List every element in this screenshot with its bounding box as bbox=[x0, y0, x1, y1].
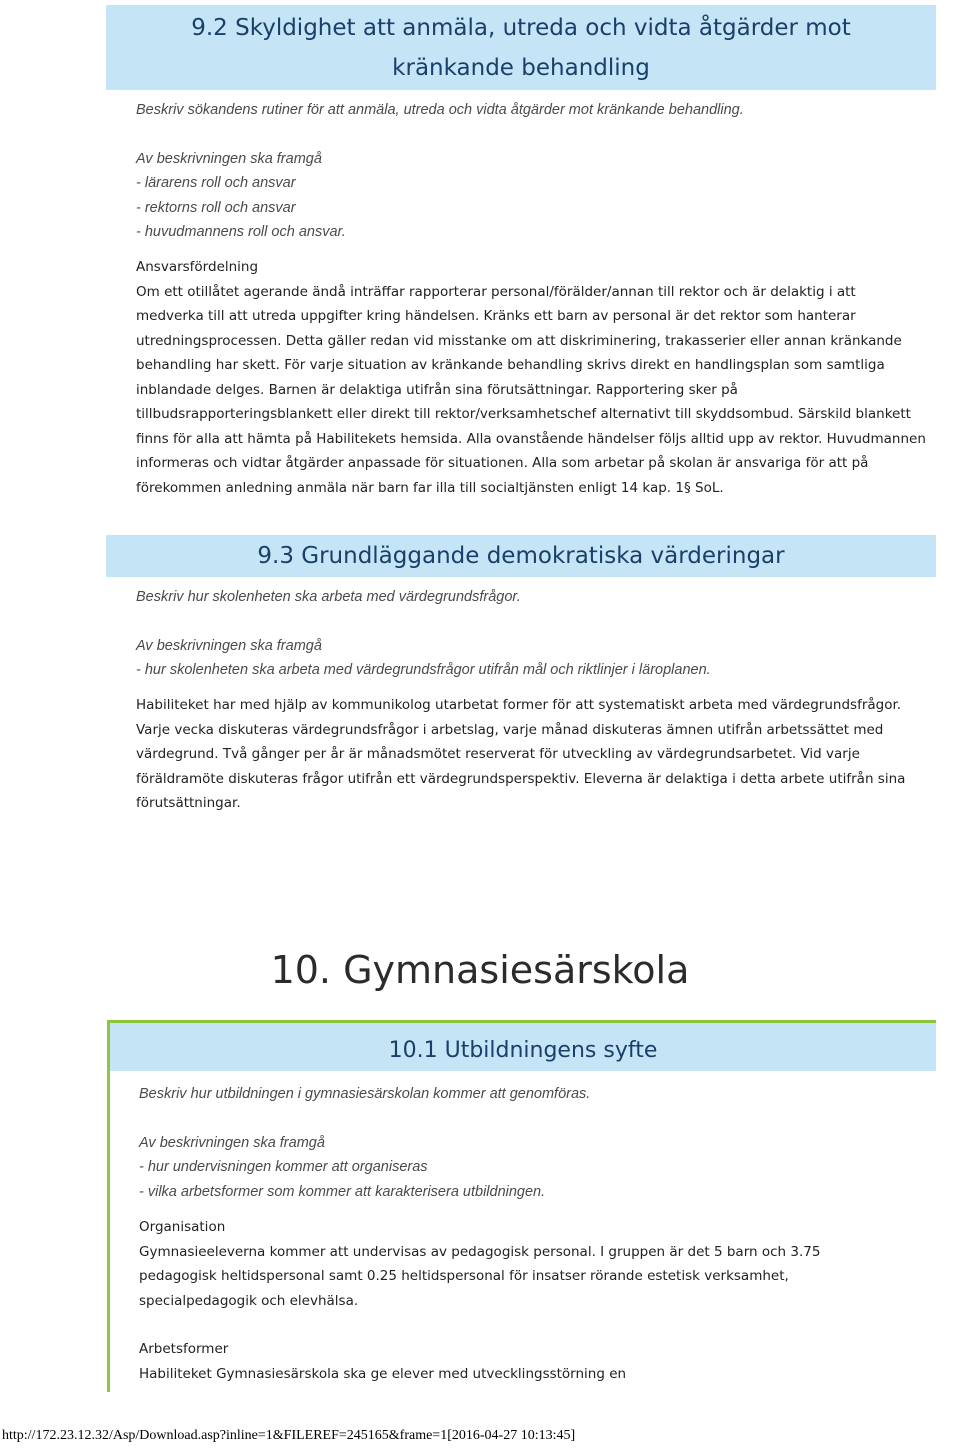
guide-intro: Beskriv hur skolenheten ska arbeta med värdegrundsfrågor. bbox=[136, 589, 521, 605]
s92-guide bbox=[136, 98, 936, 245]
chapter-10-title: 10. Gymnasiesärskola bbox=[270, 948, 690, 992]
guide-head: Av beskrivningen ska framgå bbox=[139, 1134, 325, 1151]
s93-guide bbox=[136, 585, 936, 683]
s101-guide bbox=[139, 1082, 929, 1204]
heading-line-2: kränkande behandling bbox=[392, 55, 650, 81]
s92-body bbox=[136, 255, 926, 500]
guide-item: - rektorns roll och ansvar bbox=[136, 199, 296, 216]
subheading: Arbetsformer bbox=[139, 1341, 229, 1357]
section-9-3-heading: 9.3 Grundläggande demokratiska värderingar bbox=[106, 535, 936, 577]
paragraph: Habiliteket Gymnasiesärskola ska ge elever med utvecklingsstörning en bbox=[139, 1365, 627, 1382]
subheading: Ansvarsfördelning bbox=[136, 259, 259, 275]
guide-head: Av beskrivningen ska framgå bbox=[136, 637, 322, 654]
footer-url: http://172.23.12.32/Asp/Download.asp?inline=1&FILEREF=245165&frame=1[2016-04-27 10:13:45] bbox=[2, 1428, 576, 1443]
section-9-2-heading bbox=[106, 5, 936, 90]
heading-line-1: 9.2 Skyldighet att anmäla, utreda och vidta åtgärder mot bbox=[191, 15, 851, 41]
paragraph: Om ett otillåtet agerande ändå inträffar rapporterar personal/förälder/annan till rektor och är delaktig i att medverka till att utreda uppgifter kring händelsen. Kränks ett barn av personal är det rektor som hanterar utredningsprocessen. Detta gäller redan vid misstanke om att diskriminering, trakasserier eller annan kränkande behandling har skett. För varje situation av kränkande behandling skrivs direkt en handlingsplan som samtliga inblandade delges. Barnen är delaktiga utifrån sina förutsättningar. Rapportering sker på tillbudsrapporteringsblankett eller direkt till rektor/verksamhetschef alternativt till skyddsombud. Särskild blankett finns för alla att hämta på Habilitekets hemsida. Alla ovanstående händelser följs alltid upp av rektor. Huvudmannen informeras och vidtar åtgärder anpassade för situationen. Alla som arbetar på skolan är ansvariga för att på förekommen anledning anmäla när barn far illa till socialtjänsten enligt 14 kap. 1§ SoL. bbox=[136, 283, 926, 496]
paragraph: Habiliteket har med hjälp av kommunikolog utarbetat former för att systematiskt arbeta med värdegrundsfrågor. Varje vecka diskuteras värdegrundsfrågor i arbetslag, varje månad diskuteras ämnen utifrån arbetssättet med värdegrund. Två gånger per år är månadsmötet reserverat för utveckling av värdegrundsarbetet. Vid varje föräldramöte diskuteras frågor utifrån ett värdegrundsperspektiv. Eleverna är delaktiga i detta arbete utifrån sina förutsättningar. bbox=[136, 697, 906, 811]
subheading: Organisation bbox=[139, 1219, 226, 1235]
guide-item: - huvudmannens roll och ansvar. bbox=[136, 224, 346, 240]
s101-body bbox=[139, 1215, 884, 1386]
guide-item: - lärarens roll och ansvar bbox=[136, 175, 296, 191]
guide-head: Av beskrivningen ska framgå bbox=[136, 150, 322, 167]
s93-body bbox=[136, 693, 926, 816]
guide-item: - hur skolenheten ska arbeta med värdegrundsfrågor utifrån mål och riktlinjer i läroplanen. bbox=[136, 662, 711, 678]
guide-item: - hur undervisningen kommer att organiseras bbox=[139, 1159, 428, 1175]
section-10-1-heading: 10.1 Utbildningens syfte bbox=[110, 1023, 936, 1071]
guide-item: - vilka arbetsformer som kommer att karakterisera utbildningen. bbox=[139, 1183, 546, 1200]
guide-intro: Beskriv sökandens rutiner för att anmäla, utreda och vidta åtgärder mot kränkande behandling. bbox=[136, 102, 744, 118]
paragraph: Gymnasieeleverna kommer att undervisas av pedagogisk personal. I gruppen är det 5 barn och 3.75 pedagogisk heltidspersonal samt 0.25 heltidspersonal för insatser rörande estetisk verksamhet, specialpedagogik och elevhälsa. bbox=[139, 1243, 821, 1309]
guide-intro: Beskriv hur utbildningen i gymnasiesärskolan kommer att genomföras. bbox=[139, 1086, 591, 1102]
